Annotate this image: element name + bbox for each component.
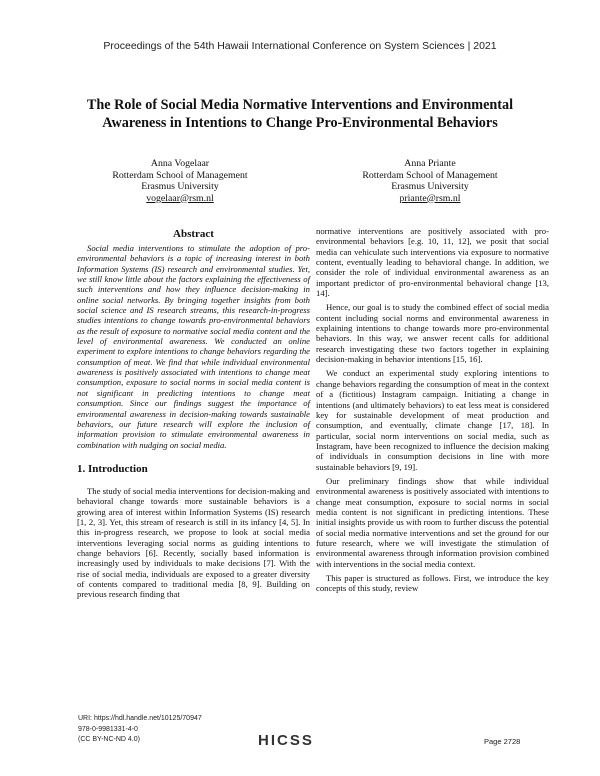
author-affiliation: Rotterdam School of Management (112, 169, 248, 181)
proceedings-header: Proceedings of the 54th Hawaii International Conference on System Sciences | 2021 (103, 40, 497, 52)
page-number: Page 2728 (484, 737, 521, 746)
intro-paragraph-2: Hence, our goal is to study the combined effect of social media content including social norms and environmental awareness in explaining intentions to change towards more pro-environmental behaviors. In this way, we answer recent calls for additional research investigating these two factors together in explaining decision-making in behavior intentions [15, 16]. (316, 302, 549, 365)
author-block-2 (330, 158, 530, 204)
author-university: Erasmus University (141, 181, 219, 192)
footer-isbn: 978-0-9981331-4-0 (78, 725, 138, 733)
author-email[interactable]: vogelaar@rsm.nl (146, 192, 214, 204)
author-affiliation: Rotterdam School of Management (362, 169, 498, 181)
intro-paragraph-5: This paper is structured as follows. First, we introduce the key concepts of this study, review (316, 573, 549, 594)
abstract-text: Social media interventions to stimulate the adoption of pro-environmental behaviors is a topic of increasing interest in both Information Systems (IS) research and environmental studies. Yet, we still know little about the factors explaining the effectiveness of such interventions and how they influence decision-making in online social networks. By bringing together insights from both social science and IS research streams, this research-in-progress studies intentions to change towards pro-environmental behaviors as the result of exposure to normative social media content and the level of environmental awareness. We conducted an online experiment to explore intentions to change behaviors regarding the consumption of meat. We find that while individual environmental awareness is positively associated with intentions to change meat consumption, exposure to social norms in social media content is not significant in predicting intentions to change meat consumption. Since our findings suggest the importance of environmental awareness in decision-making towards sustainable behaviors, our future research will explore the inclusion of information provision to stimulate environmental awareness in combination with nudging on social media. (77, 243, 310, 450)
intro-paragraph-1-continued: normative interventions are positively associated with pro-environmental behaviors [e.g. 10, 11, 12], we posit that social media can vehiculate such interventions via exposure to normative content, eventually leading to behavioral change. In addition, we consider the role of individual environmental awareness as an important predictor of pro-environmental behavioral change [13, 14]. (316, 226, 549, 299)
paper-title: The Role of Social Media Normative Interventions and Environmental Awareness in Intentions to Change Pro-Environmental Behaviors (86, 97, 514, 131)
intro-paragraph-4: Our preliminary findings show that while individual environmental awareness is positively associated with intentions to change meat consumption, exposure to social norms in social media content is not significant in predicting intentions. These initial insights provide us with room to further discuss the potential of social media normative interventions and set the ground for our future research, where we will investigate the stimulation of environmental awareness through information provision combined with interventions in the social media context. (316, 475, 549, 569)
author-university: Erasmus University (391, 181, 469, 192)
hicss-logo: HICSS (258, 732, 314, 749)
intro-paragraph-3: We conduct an experimental study exploring intentions to change behaviors regarding the consumption of meat in the context of a (fictitious) Instagram campaign. Initiating a change in intentions (and ultimately behaviors) to eat less meat is considered key for sustainable development of meat production and consumption, and eventually, climate change [17, 18]. In particular, social norm interventions on social media, such as Instagram, have been recognized to influence the decision making of individuals in consumption decisions in line with more sustainable behaviors [9, 19]. (316, 368, 549, 472)
introduction-heading: 1. Introduction (77, 462, 148, 475)
intro-paragraph-1: The study of social media interventions for decision-making and behavioral change towards more sustainable behaviors is a growing area of interest within Information Systems (IS) research [1, 2, 3]. Yet, this stream of research is still in its infancy [4, 5]. In this in-progress research, we propose to look at social media interventions leveraging social norms as guiding intentions to change behaviors [6]. Recently, socially based information is increasingly used by individuals to make decisions [7]. With the rise of social media, individuals are exposed to a greater diversity of contents compared to traditional media [8, 9]. Building on previous research finding that (77, 485, 310, 600)
author-name: Anna Vogelaar (150, 158, 210, 169)
footer-info (78, 714, 202, 746)
left-column (77, 228, 310, 604)
author-block-1 (80, 158, 280, 204)
footer-uri[interactable]: URI: https://hdl.handle.net/10125/70947 (78, 715, 202, 722)
author-name: Anna Priante (404, 158, 456, 169)
author-email[interactable]: priante@rsm.nl (399, 192, 461, 204)
abstract-heading: Abstract (173, 228, 214, 240)
right-column (316, 226, 549, 598)
footer-license: (CC BY-NC-ND 4.0) (78, 736, 140, 743)
